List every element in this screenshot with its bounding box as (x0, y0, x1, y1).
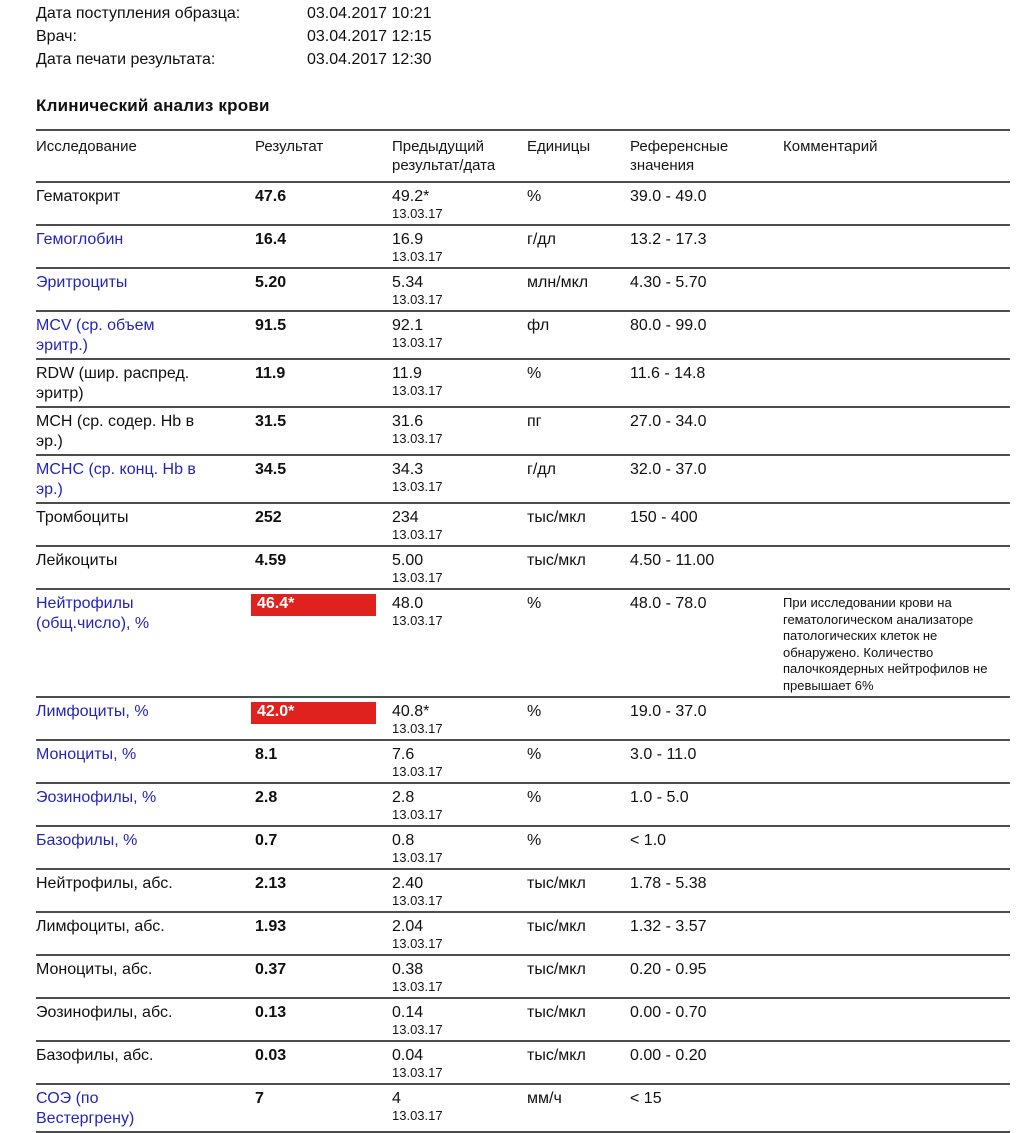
comment-text (783, 956, 1010, 993)
previous-result-value: 0.8 (392, 832, 415, 849)
test-name[interactable]: Лимфоциты, % (36, 703, 149, 720)
previous-result-value: 31.6 (392, 413, 424, 430)
units-label: тыс/мкл (527, 1004, 586, 1021)
previous-result-date: 13.03.17 (392, 249, 443, 264)
result-value: 91.5 (255, 317, 287, 334)
previous-result-date: 13.03.17 (392, 335, 443, 350)
comment-text (783, 827, 1010, 864)
units-label: % (527, 365, 542, 382)
units-label: тыс/мкл (527, 875, 586, 892)
reference-range: < 15 (630, 1090, 662, 1107)
reference-range: 11.6 - 14.8 (630, 365, 706, 382)
result-value: 1.93 (255, 918, 287, 935)
meta-value: 03.04.2017 10:21 (307, 5, 432, 22)
column-header-test: Исследование (36, 138, 137, 155)
comment-text (783, 870, 1010, 907)
previous-result-cell (392, 504, 527, 545)
previous-result-cell (392, 956, 527, 997)
previous-result-value: 0.04 (392, 1047, 424, 1064)
section-title: Клинический анализ крови (36, 96, 270, 115)
table-row (36, 360, 1010, 408)
test-name: Эозинофилы, абс. (36, 1004, 173, 1021)
column-header-result: Результат (255, 138, 324, 155)
table-row (36, 913, 1010, 956)
units-label: мм/ч (527, 1090, 562, 1107)
previous-result-date: 13.03.17 (392, 206, 443, 221)
comment-text (783, 1042, 1010, 1079)
units-label: тыс/мкл (527, 552, 586, 569)
result-value: 5.20 (255, 274, 287, 291)
previous-result-value: 49.2* (392, 188, 430, 205)
test-name[interactable]: MCV (ср. объем эритр.) (36, 317, 155, 354)
reference-range: 0.00 - 0.70 (630, 1004, 707, 1021)
table-body (36, 183, 1010, 1133)
column-header-reference: Референсные значения (630, 138, 729, 174)
test-name: Тромбоциты (36, 509, 129, 526)
previous-result-date: 13.03.17 (392, 292, 443, 307)
test-name: Нейтрофилы, абс. (36, 875, 173, 892)
units-label: г/дл (527, 231, 556, 248)
table-row (36, 456, 1010, 504)
reference-range: 19.0 - 37.0 (630, 703, 707, 720)
test-name[interactable]: Эритроциты (36, 274, 128, 291)
reference-range: 0.20 - 0.95 (630, 961, 707, 978)
previous-result-cell (392, 590, 527, 631)
previous-result-date: 13.03.17 (392, 850, 443, 865)
previous-result-value: 0.38 (392, 961, 424, 978)
table-row (36, 408, 1010, 456)
comment-text: При исследовании крови на гематологическом анализаторе патологических клеток не обнаружено. Количество палочкоядерных нейтрофилов не превышает 6% (783, 595, 988, 693)
result-value: 2.8 (255, 789, 278, 806)
result-value: 0.13 (255, 1004, 287, 1021)
results-table (36, 129, 1010, 1133)
result-value: 7 (255, 1090, 264, 1107)
test-name: RDW (шир. распред. эритр) (36, 365, 190, 402)
table-row (36, 698, 1010, 741)
meta-row-print-date (36, 48, 1010, 71)
result-value: 0.7 (255, 832, 278, 849)
reference-range: 1.32 - 3.57 (630, 918, 707, 935)
reference-range: 39.0 - 49.0 (630, 188, 707, 205)
previous-result-cell (392, 226, 527, 267)
comment-text (783, 456, 1010, 493)
previous-result-value: 234 (392, 509, 419, 526)
table-row (36, 741, 1010, 784)
previous-result-date: 13.03.17 (392, 383, 443, 398)
result-value: 0.03 (255, 1047, 287, 1064)
comment-text (783, 269, 1010, 306)
table-row (36, 827, 1010, 870)
table-row (36, 226, 1010, 269)
previous-result-cell (392, 183, 527, 224)
comment-text (783, 784, 1010, 821)
result-value: 11.9 (255, 365, 286, 382)
comment-text (783, 547, 1010, 584)
table-row (36, 784, 1010, 827)
previous-result-cell (392, 784, 527, 825)
test-name[interactable]: MCHC (ср. конц. Hb в эр.) (36, 461, 196, 498)
test-name[interactable]: Гемоглобин (36, 231, 124, 248)
comment-text (783, 360, 1010, 397)
result-value: 8.1 (255, 746, 278, 763)
previous-result-date: 13.03.17 (392, 807, 443, 822)
comment-text (783, 226, 1010, 263)
result-value: 31.5 (255, 413, 287, 430)
test-name: Лимфоциты, абс. (36, 918, 165, 935)
units-label: тыс/мкл (527, 509, 586, 526)
previous-result-date: 13.03.17 (392, 570, 443, 585)
units-label: % (527, 703, 542, 720)
previous-result-date: 13.03.17 (392, 1022, 443, 1037)
test-name[interactable]: Моноциты, % (36, 746, 137, 763)
previous-result-cell (392, 698, 527, 739)
previous-result-cell (392, 1042, 527, 1083)
column-header-previous: Предыдущий результат/дата (392, 138, 496, 174)
reference-range: < 1.0 (630, 832, 667, 849)
previous-result-cell (392, 741, 527, 782)
result-value: 0.37 (255, 961, 287, 978)
previous-result-cell (392, 360, 527, 401)
table-row (36, 1085, 1010, 1133)
table-row (36, 1042, 1010, 1085)
comment-text (783, 1085, 1010, 1122)
test-name: Базофилы, абс. (36, 1047, 154, 1064)
table-row (36, 590, 1010, 698)
previous-result-value: 40.8* (392, 703, 430, 720)
units-label: тыс/мкл (527, 1047, 586, 1064)
units-label: пг (527, 413, 542, 430)
units-label: тыс/мкл (527, 961, 586, 978)
test-name: Моноциты, абс. (36, 961, 153, 978)
previous-result-date: 13.03.17 (392, 979, 443, 994)
previous-result-date: 13.03.17 (392, 936, 443, 951)
previous-result-value: 5.34 (392, 274, 424, 291)
result-value: 4.59 (255, 552, 287, 569)
meta-value: 03.04.2017 12:15 (307, 28, 432, 45)
table-row (36, 504, 1010, 547)
previous-result-cell (392, 999, 527, 1040)
test-name: Лейкоциты (36, 552, 118, 569)
test-name[interactable]: Базофилы, % (36, 832, 138, 849)
comment-text (783, 312, 1010, 349)
result-value: 42.0* (251, 702, 376, 724)
units-label: % (527, 595, 542, 612)
reference-range: 32.0 - 37.0 (630, 461, 707, 478)
units-label: тыс/мкл (527, 918, 586, 935)
previous-result-cell (392, 456, 527, 497)
reference-range: 80.0 - 99.0 (630, 317, 707, 334)
reference-range: 1.78 - 5.38 (630, 875, 707, 892)
previous-result-value: 4 (392, 1090, 401, 1107)
previous-result-date: 13.03.17 (392, 764, 443, 779)
table-row (36, 312, 1010, 360)
result-value: 252 (255, 509, 282, 526)
previous-result-cell (392, 1085, 527, 1126)
previous-result-date: 13.03.17 (392, 1065, 443, 1080)
column-header-units: Единицы (527, 138, 591, 155)
previous-result-value: 16.9 (392, 231, 424, 248)
previous-result-cell (392, 827, 527, 868)
comment-text (783, 698, 1010, 735)
result-value: 16.4 (255, 231, 287, 248)
previous-result-date: 13.03.17 (392, 1108, 443, 1123)
reference-range: 4.30 - 5.70 (630, 274, 707, 291)
units-label: % (527, 188, 542, 205)
meta-label: Дата поступления образца: (36, 5, 241, 22)
previous-result-cell (392, 913, 527, 954)
result-value: 46.4* (251, 594, 376, 616)
previous-result-value: 7.6 (392, 746, 415, 763)
report-meta (36, 2, 1010, 71)
previous-result-value: 34.3 (392, 461, 424, 478)
units-label: % (527, 746, 542, 763)
test-name: MCH (ср. содер. Hb в эр.) (36, 413, 195, 450)
units-label: г/дл (527, 461, 556, 478)
reference-range: 4.50 - 11.00 (630, 552, 715, 569)
meta-row-doctor (36, 25, 1010, 48)
comment-text (783, 999, 1010, 1036)
column-header-comment: Комментарий (783, 138, 878, 155)
reference-range: 1.0 - 5.0 (630, 789, 689, 806)
table-header-row (36, 131, 1010, 183)
previous-result-value: 2.8 (392, 789, 415, 806)
previous-result-cell (392, 547, 527, 588)
previous-result-cell (392, 312, 527, 353)
units-label: % (527, 832, 542, 849)
previous-result-value: 48.0 (392, 595, 424, 612)
reference-range: 0.00 - 0.20 (630, 1047, 707, 1064)
comment-text (783, 408, 1010, 445)
previous-result-value: 2.04 (392, 918, 424, 935)
previous-result-value: 0.14 (392, 1004, 424, 1021)
previous-result-date: 13.03.17 (392, 721, 443, 736)
comment-text (783, 913, 1010, 950)
meta-label: Дата печати результата: (36, 51, 216, 68)
previous-result-cell (392, 269, 527, 310)
units-label: млн/мкл (527, 274, 589, 291)
previous-result-date: 13.03.17 (392, 613, 443, 628)
result-value: 47.6 (255, 188, 287, 205)
units-label: % (527, 789, 542, 806)
previous-result-value: 2.40 (392, 875, 424, 892)
previous-result-date: 13.03.17 (392, 893, 443, 908)
reference-range: 3.0 - 11.0 (630, 746, 697, 763)
table-row (36, 999, 1010, 1042)
table-row (36, 547, 1010, 590)
previous-result-value: 92.1 (392, 317, 424, 334)
result-value: 2.13 (255, 875, 287, 892)
meta-value: 03.04.2017 12:30 (307, 51, 432, 68)
table-row (36, 183, 1010, 226)
test-name: Гематокрит (36, 188, 121, 205)
previous-result-date: 13.03.17 (392, 479, 443, 494)
table-row (36, 956, 1010, 999)
table-row (36, 870, 1010, 913)
previous-result-date: 13.03.17 (392, 431, 443, 446)
previous-result-value: 11.9 (392, 365, 422, 382)
comment-text (783, 183, 1010, 220)
reference-range: 27.0 - 34.0 (630, 413, 707, 430)
test-name[interactable]: Нейтрофилы (общ.число), % (36, 595, 150, 632)
previous-result-date: 13.03.17 (392, 527, 443, 542)
result-value: 34.5 (255, 461, 287, 478)
previous-result-cell (392, 408, 527, 449)
meta-row-sample-date (36, 2, 1010, 25)
units-label: фл (527, 317, 550, 334)
reference-range: 13.2 - 17.3 (630, 231, 707, 248)
table-row (36, 269, 1010, 312)
reference-range: 48.0 - 78.0 (630, 595, 707, 612)
comment-text (783, 504, 1010, 541)
previous-result-cell (392, 870, 527, 911)
meta-label: Врач: (36, 28, 77, 45)
reference-range: 150 - 400 (630, 509, 698, 526)
test-name[interactable]: СОЭ (по Вестергрену) (36, 1090, 135, 1127)
previous-result-value: 5.00 (392, 552, 424, 569)
comment-text (783, 741, 1010, 778)
test-name[interactable]: Эозинофилы, % (36, 789, 157, 806)
